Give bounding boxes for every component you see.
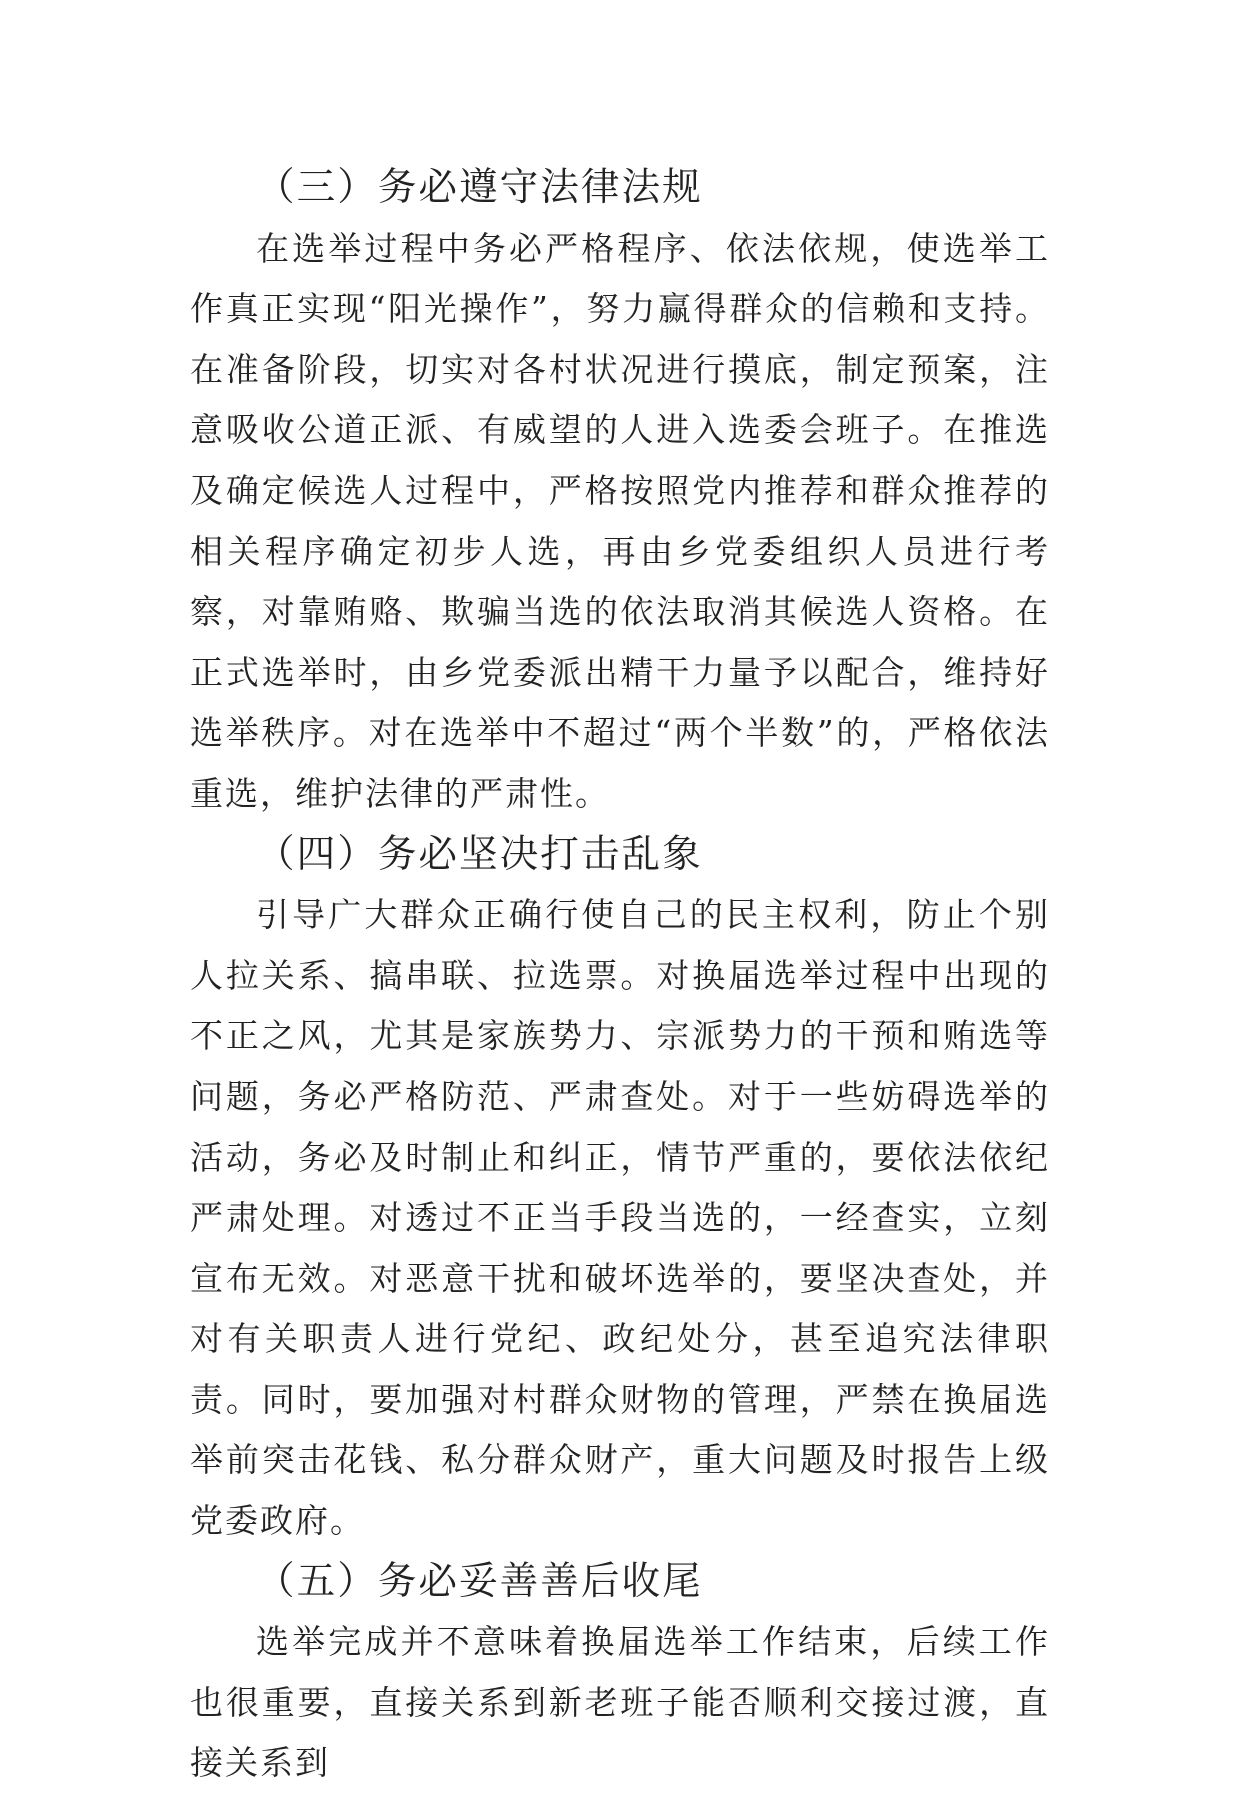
- document-body: [190, 158, 1050, 1794]
- section-heading-3: （三）务必遵守法律法规: [256, 165, 703, 210]
- section-heading-4: （四）务必坚决打击乱象: [256, 831, 703, 877]
- section-paragraph-4: 引导广大群众正确行使自己的民主权利，防止个别人拉关系、搞串联、拉选票。对换届选举过程中出现的不正之风，尤其是家族势力、宗派势力的干预和贿选等问题，务必严格防范、严肃查处。对于一些妨碍选举的活动，务必及时制止和纠正，情节严重的，要依法依纪严肃处理。对透过不正当手段当选的，一经查实，立刻宣布无效。对恶意干扰和破坏选举的，要坚决查处，并对有关职责人进行党纪、政纪处分，甚至追究法律职责。同时，要加强对村群众财物的管理，严禁在换届选举前突击花钱、私分群众财产，重大问题及时报告上级党委政府。: [190, 895, 1050, 1541]
- section-heading-5: （五）务必妥善善后收尾: [256, 1558, 703, 1604]
- section-paragraph-3: 在选举过程中务必严格程序、依法依规，使选举工作真正实现“阳光操作”，努力赢得群众的信赖和支持。在准备阶段，切实对各村状况进行摸底，制定预案，注意吸收公道正派、有威望的人进入选委会班子。在推选及确定候选人过程中，严格按照党内推荐和群众推荐的相关程序确定初步人选，再由乡党委组织人员进行考察，对靠贿赂、欺骗当选的依法取消其候选人资格。在正式选举时，由乡党委派出精干力量予以配合，维持好选举秩序。对在选举中不超过“两个半数”的，严格依法重选，维护法律的严肃性。: [190, 228, 1050, 813]
- section-paragraph-5: 选举完成并不意味着换届选举工作结束，后续工作也很重要，直接关系到新老班子能否顺利交接过渡，直接关系到: [190, 1622, 1050, 1783]
